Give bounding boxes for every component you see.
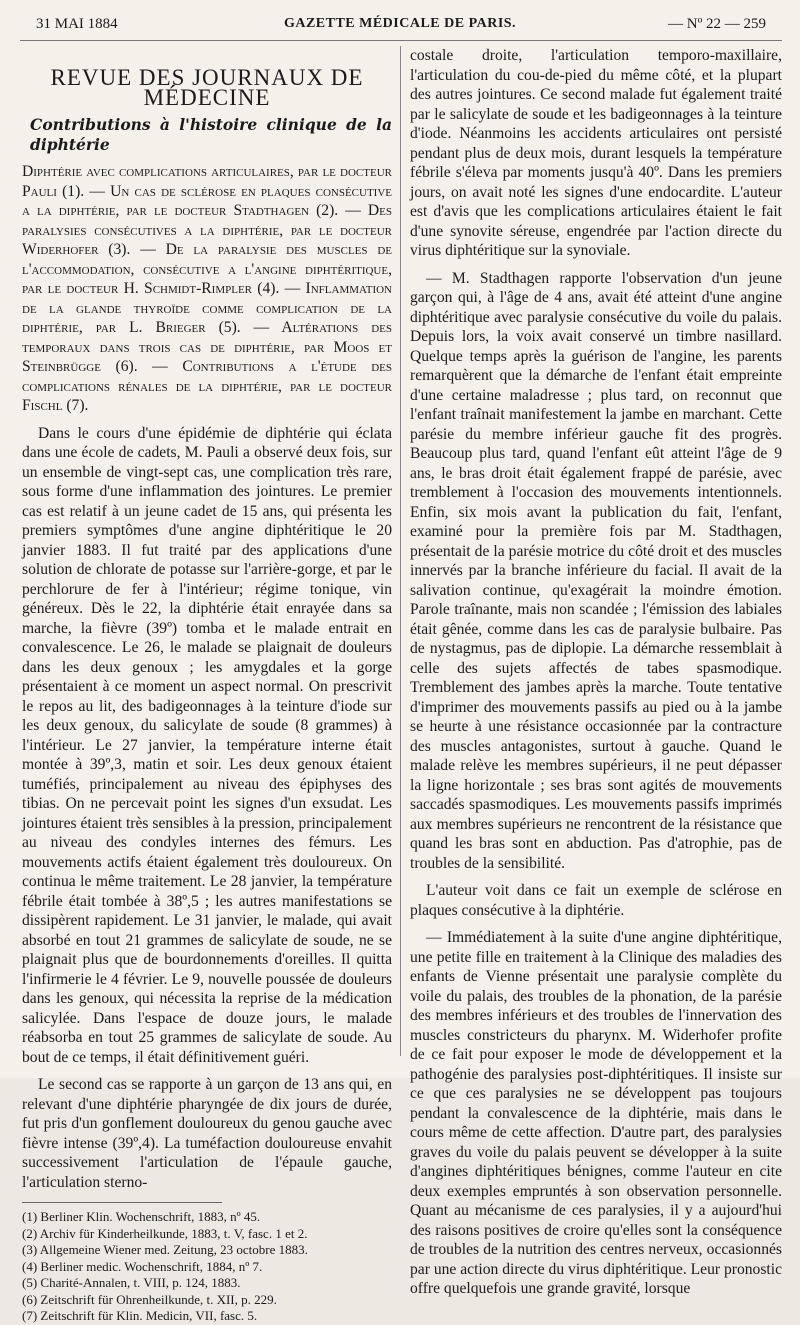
- references-paragraph: Diphtérie avec complications articulaires, par le docteur Pauli (1). — Un cas de sclérose en plaques consécutive a la diphtérie, par le docteur Stadthagen (2). — Des paralysies consécutives a la diphtérie, par le docteur Widerhofer (3). — De la paralysie des muscles de l'accommodation, consécutive a l'angine diphtéritique, par le docteur H. Schmidt-Rimpler (4). — Inflammation de la glande thyroïde comme complication de la diphtérie, par L. Brieger (5). — Altérations des temporaux dans trois cas de diphtérie, par Moos et Steinbrügge (6). — Contributions a l'étude des complications rénales de la diphtérie, par le docteur Fischl (7).: [22, 163, 392, 414]
- page-header: [30, 12, 770, 40]
- header-rule: [20, 40, 782, 41]
- footnote: (5) Charité-Annalen, t. VIII, p. 124, 1883.: [22, 1275, 241, 1290]
- footnote: (6) Zeitschrift für Ohrenheilkunde, t. XII, p. 229.: [22, 1291, 277, 1307]
- review-heading: REVUE DES JOURNAUX DE MÉDECINE: [50, 65, 364, 110]
- section-heading: Contributions à l'histoire clinique de la diphtérie: [30, 115, 392, 154]
- article-paragraph: Le second cas se rapporte à un garçon de 13 ans qui, en relevant d'une diphtérie pharyngée de dix jours de durée, fut pris d'un gonflement douloureux du genou gauche avec fièvre intense (39º,4). La tuméfaction douloureuse envahit successivement l'articulation de l'épaule gauche, l'articulation sterno-: [22, 1076, 392, 1191]
- article-paragraph: costale droite, l'articulation temporo-maxillaire, l'articulation du cou-de-pied du même côté, et la plupart des autres jointures. Ce second malade fut également traité par le salicylate de soude et les badigeonnages à la teinture d'iode. Néanmoins les accidents articulaires ont persisté pendant plus de deux mois, durant lesquels la température fébrile s'éleva par moments jusqu'à 40º. Dans les premiers jours, on avait noté les signes d'une endocardite. L'auteur est d'avis que les complications articulaires étaient le fait d'une synovite séreuse, engendrée par l'action directe du virus diphtéritique sur la synoviale.: [410, 47, 782, 259]
- footnote: (2) Archiv für Kinderheilkunde, 1883, t. V, fasc. 1 et 2.: [22, 1225, 308, 1241]
- footnote: (1) Berliner Klin. Wochenschrift, 1883, nº 45.: [22, 1209, 261, 1224]
- page-number: — Nº 22 — 259: [668, 16, 766, 32]
- publication-title: GAZETTE MÉDICALE DE PARIS.: [283, 16, 517, 31]
- footnote: (7) Zeitschrift für Klin. Medicin, VII, fasc. 5.: [22, 1308, 258, 1323]
- right-column: [410, 46, 782, 1307]
- article-paragraph: L'auteur voit dans ce fait un exemple de sclérose en plaques consécutive à la diphtérie.: [410, 882, 782, 919]
- article-paragraph: — M. Stadthagen rapporte l'observation d'un jeune garçon qui, à l'âge de 4 ans, avait été atteint d'une angine diphtéritique avec paralysie consécutive du voile du palais. Depuis lors, la voix avait conservé un timbre nasillard. Quelque temps après la guérison de l'angine, les parents remarquèrent que la démarche de l'enfant était empreinte d'une certaine maladresse ; plus tard, on reconnut que l'enfant traînait manifestement la jambe en marchant. Cette parésie du membre inférieur gauche fit des progrès. Beaucoup plus tard, quand l'enfant eût atteint l'âge de 9 ans, le bras droit était également frappé de parésie, avec tremblement à l'occasion des mouvements intentionnels. Enfin, six mois avant la publication du fait, l'enfant, examiné pour la première fois par M. Stadthagen, présentait de la parésie motrice du côté droit et des muscles innervés par la branche inférieure du facial. Il avait de la salivation continue, qu'exagérait la moindre émotion. Parole traînante, mais non scandée ; l'émission des labiales était gênée, comme dans les cas de paralysie bulbaire. Pas de nystagmus, pas de diplopie. La démarche ressemblait à celle des sujets affectés de tabes spasmodique. Tremblement des jambes après la marche. Toute tentative d'imprimer des mouvements passifs au pied ou à la jambe se heurte à une résistance occasionnée par la contracture des muscles antagonistes, surtout à gauche. Quand le malade relève les membres supérieurs, il ne peut dépasser la ligne horizontale ; ses bras sont agités de mouvements saccadés spasmodiques. Les mouvements passifs imprimés aux membres supérieurs ne rencontrent de la résistance que quand les bras sont en abduction. Pas d'atrophie, pas de troubles de la sensibilité.: [410, 269, 782, 872]
- footnote: (3) Allgemeine Wiener med. Zeitung, 23 octobre 1883.: [22, 1242, 308, 1257]
- footnote: (4) Berliner medic. Wochenschrift, 1884, nº 7.: [22, 1258, 263, 1274]
- footnotes: [22, 1209, 392, 1325]
- left-column: [22, 46, 392, 1325]
- article-paragraph: Dans le cours d'une épidémie de diphtérie qui éclata dans une école de cadets, M. Pauli a observé deux fois, sur un ensemble de vingt-sept cas, une complication très rare, sous forme d'une inflammation des jointures. Le premier cas est relatif à un jeune cadet de 15 ans, qui présenta les premiers symptômes d'une angine diphtéritique le 20 janvier 1883. Il fut traité par des applications d'une solution de chlorate de potasse sur l'arrière-gorge, et par le perchlorure de fer à l'intérieur; régime tonique, vin généreux. Dès le 22, la diphtérie était enrayée dans sa marche, la fièvre (39º) tomba et le malade entrait en convalescence. Le 26, le malade se plaignait de douleurs dans les deux genoux ; les amygdales et la gorge présentaient à ce moment un aspect normal. On prescrivit le repos au lit, des badigeonnages à la teinture d'iode sur les deux genoux, du salicylate de soude (8 grammes) à l'intérieur. Le 27 janvier, la température interne était montée à 39º,3, matin et soir. Les deux genoux étaient tuméfiés, principalement au niveau des épiphyses des tibias. On ne percevait point les signes d'un exsudat. Les jointures étaient très sensibles à la pression, principalement au niveau des condyles internes des fémurs. Les mouvements actifs étaient également très douloureux. On continua le même traitement. Le 28 janvier, la température fébrile était tombée à 38º,5 ; les autres manifestations se dissipèrent rapidement. Le 31 janvier, le malade, qui avait absorbé en tout 21 grammes de salicylate de soude, ne se plaignait plus que de bourdonnements d'oreilles. Il quitta l'infirmerie le 4 février. Le 9, nouvelle poussée de douleurs dans les genoux, qui nécessita la reprise de la médication salicylée. Dans l'espace de douze jours, le malade réabsorba en tout 25 grammes de salicylate de soude. Au bout de ce temps, il était définitivement guéri.: [22, 424, 392, 1066]
- issue-date: 31 MAI 1884: [36, 16, 118, 32]
- column-divider: [400, 46, 401, 1056]
- footnote-rule: [22, 1202, 222, 1203]
- article-paragraph: — Immédiatement à la suite d'une angine diphtéritique, une petite fille en traitement à la Clinique des maladies des enfants de Vienne présentait une paralysie complète du voile du palais, des troubles de la phonation, de la parésie des membres inférieurs et des troubles de l'innervation des muscles constricteurs du pharynx. M. Widerhofer profite de ce fait pour exposer le mode de développement et la pathogénie des paralysies post-diphtéritiques. Il insiste sur ce que ces paralysies ne se développent pas toujours pendant la convalescence de la diphtérie, mais dans le cours même de cette affection. D'autre part, des paralysies graves du voile du palais peuvent se développer à la suite d'angines diphtéritiques bénignes, comme l'auteur en cite deux exemples empruntés à son observation personnelle. Quant au mécanisme de ces paralysies, il y a aujourd'hui des raisons positives de croire qu'elles sont la conséquence de troubles de la nutrition des centres nerveux, occasionnés par une action directe du virus diphtéritique. Leur pronostic offre quelquefois une grande gravité, lorsque: [410, 929, 782, 1297]
